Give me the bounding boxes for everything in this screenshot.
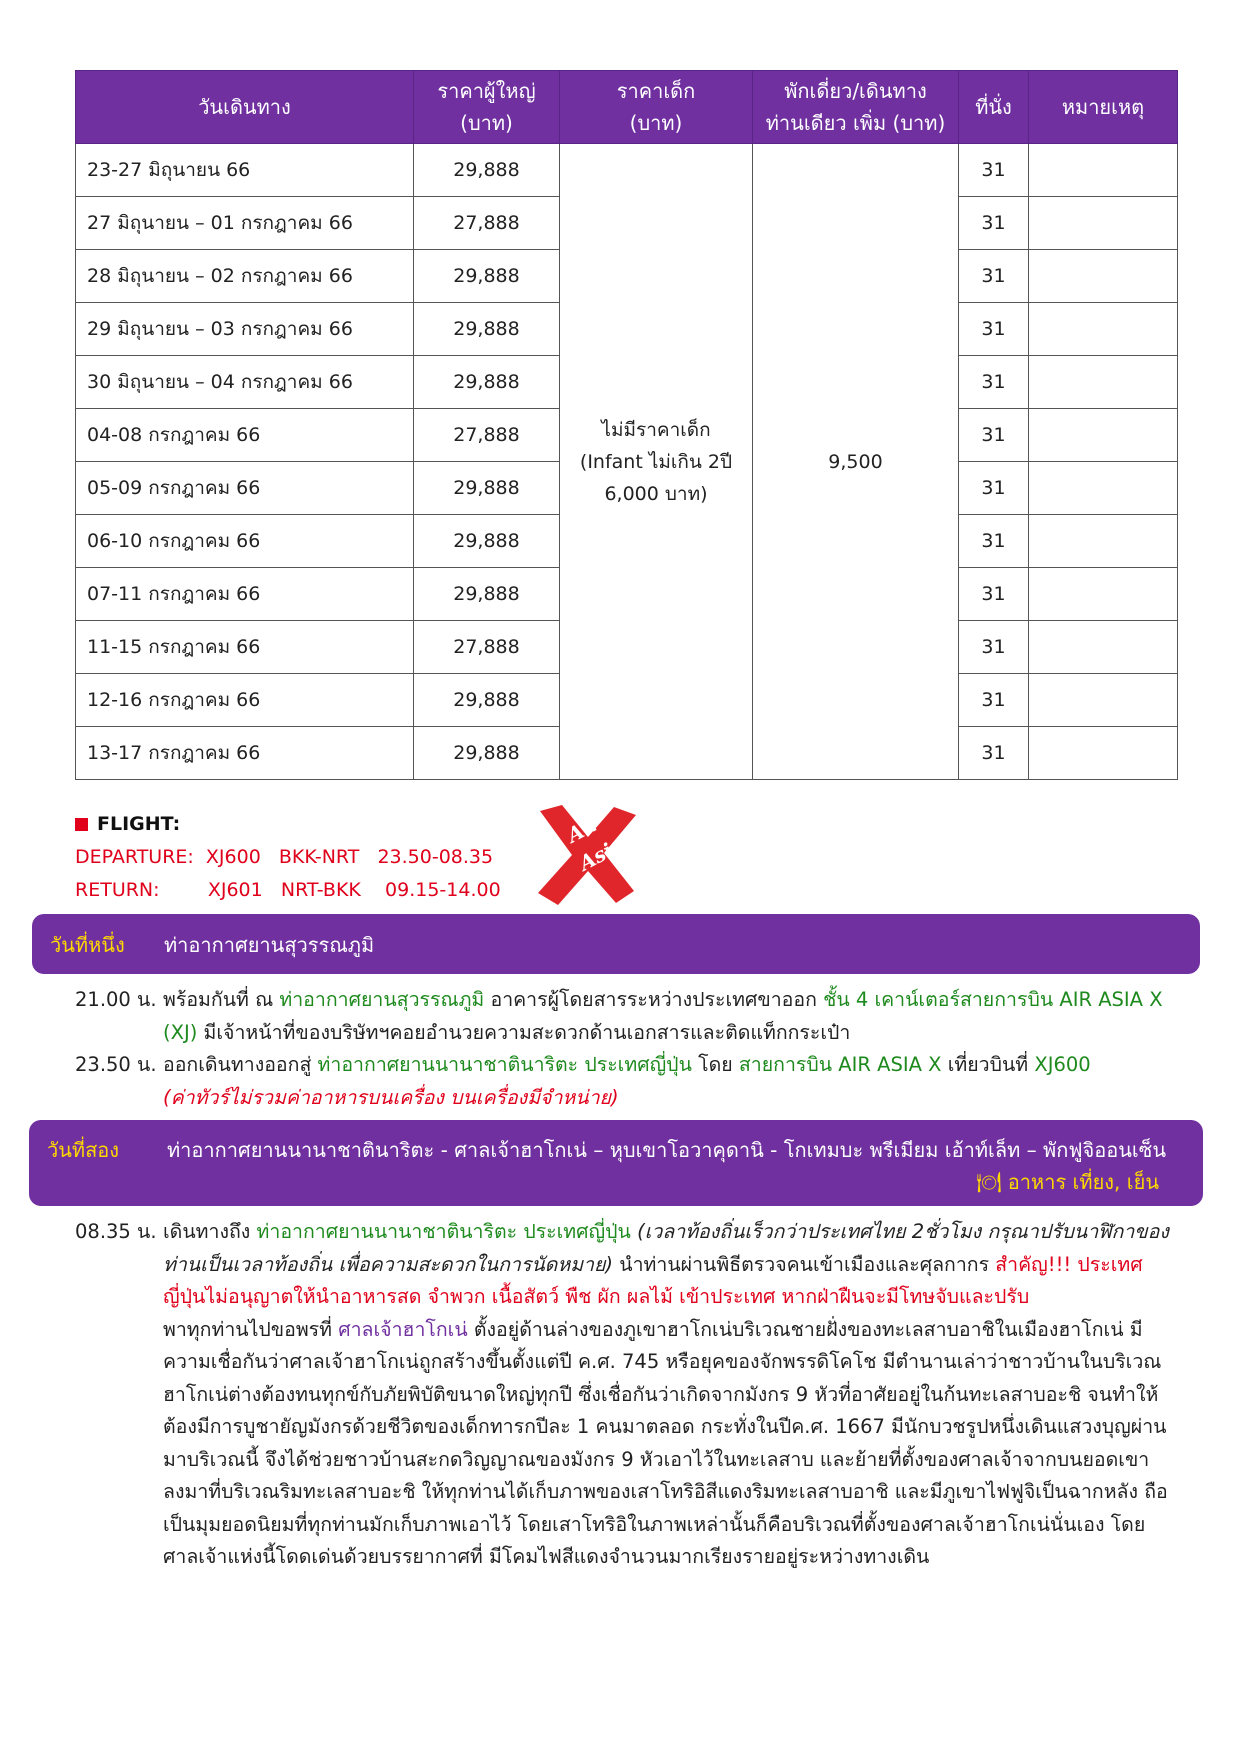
header-child-price: ราคาเด็ก (บาท): [560, 71, 753, 144]
cell-travel-date: 29 มิถุนายน – 03 กรกฎาคม 66: [76, 303, 414, 356]
text-segment: (เวลาท้องถิ่นเร็วกว่าประเทศไทย 2ชั่วโมง กรุณาปรับนาฬิกาของท่านเป็นเวลาท้องถิ่น เพื่อความสะดวกในการนัดหมาย): [163, 1220, 1169, 1276]
cell-adult-price: 29,888: [414, 303, 560, 356]
cell-travel-date: 13-17 กรกฎาคม 66: [76, 727, 414, 780]
day2-label: วันที่สอง: [47, 1138, 120, 1162]
day2-meal: [976, 1166, 1159, 1198]
cell-travel-date: 23-27 มิถุนายน 66: [76, 144, 414, 197]
flight-info: [75, 808, 501, 907]
header-remarks: หมายเหตุ: [1029, 71, 1178, 144]
text-segment: โดย: [691, 1053, 739, 1076]
cell-remarks: [1029, 621, 1178, 674]
cell-adult-price: 27,888: [414, 621, 560, 674]
cell-seats: 31: [959, 515, 1029, 568]
header-travel-date: วันเดินทาง: [76, 71, 414, 144]
text-segment: ตั้งอยู่ด้านล่างของภูเขาฮาโกเน่บริเวณชายฝั่งของทะเลสาบอาชิในเมืองฮาโกเน่ มีความเชื่อกันว่าศาลเจ้าฮาโกเน่ถูกสร้างขึ้นตั้งแต่ปี ค.ศ. 745 หรือยุคของจักพรรดิโคโช มีตำนานเล่าว่าชาวบ้านในบริเวณฮาโกเน่ต่างต้องทนทุกข์กับภัยพิบัติขนาดใหญ่ทุกปี ซึ่งเชื่อกันว่าเกิดจากมังกร 9 หัวที่อาศัยอยู่ในก้นทะเลสาบอะชิ จนทำให้ต้องมีการบูชายัญมังกรด้วยชีวิตของเด็กทารกปีละ 1 คนมาตลอด กระทั่งในปีค.ศ. 1667 มีนักบวชรูปหนึ่งเดินแสวงบุญผ่านมาบริเวณนี้ จึงได้ช่วยชาวบ้านสะกดวิญญาณของมังกร 9 หัวเอาไว้ในทะเลสาบ และย้ายที่ตั้งของศาลเจ้าจากบนยอดเขา ลงมาที่บริเวณริมทะเลสาบอะชิ ให้ทุกท่านได้เก็บภาพของเสาโทริอิสีแดงริมทะเลสาบอาชิ และมีภูเขาไฟฟูจิเป็นฉากหลัง ถือเป็นมุมยอดนิยมที่ทุกท่านมักเก็บภาพเอาไว้ โดยเสาโทริอิในภาพเหล่านั้นก็คือบริเวณที่ตั้งของศาลเจ้าฮาโกเน่นั่นเอง โดยศาลเจ้าแห่งนี้โดดเด่นด้วยบรรยากาศที่ มีโคมไฟสีแดงจำนวนมากเรียงรายอยู่ระหว่างทางเดิน: [163, 1317, 1168, 1568]
cell-remarks: [1029, 144, 1178, 197]
cell-remarks: [1029, 409, 1178, 462]
meal-icon: 🍽: [976, 1170, 1002, 1194]
cell-travel-date: 07-11 กรกฎาคม 66: [76, 568, 414, 621]
flight-departure: DEPARTURE: XJ600 BKK-NRT 23.50-08.35: [75, 846, 494, 868]
text-segment: นำท่านผ่านพิธีตรวจคนเข้าเมืองและศุลกากร: [613, 1252, 996, 1276]
cell-travel-date: 11-15 กรกฎาคม 66: [76, 621, 414, 674]
cell-remarks: [1029, 197, 1178, 250]
cell-adult-price: 29,888: [414, 356, 560, 409]
text-segment: สำคัญ!!! ประเทศญี่ปุ่นไม่อนุญาตให้นำอาหารสด จำพวก เนื้อสัตว์ พืช ผัก ผลไม้ เข้าประเทศ หากฝ่าฝืนจะมีโทษจับและปรับ: [163, 1252, 1143, 1308]
entry-time: 23.50 น.: [75, 1053, 157, 1076]
cell-adult-price: 27,888: [414, 409, 560, 462]
flight-title-text: FLIGHT:: [97, 813, 181, 835]
text-segment: อาคารผู้โดยสารระหว่างประเทศขาออก: [484, 988, 824, 1011]
cell-adult-price: 29,888: [414, 568, 560, 621]
text-segment: พร้อมกันที่ ณ: [163, 988, 280, 1011]
text-segment: ท่าอากาศยานนานาชาตินาริตะ ประเทศญี่ปุ่น: [256, 1220, 631, 1243]
cell-travel-date: 05-09 กรกฎาคม 66: [76, 462, 414, 515]
cell-adult-price: 29,888: [414, 674, 560, 727]
cell-remarks: [1029, 303, 1178, 356]
cell-seats: 31: [959, 250, 1029, 303]
text-segment: สายการบิน AIR ASIA X: [738, 1053, 942, 1076]
cell-adult-price: 29,888: [414, 144, 560, 197]
cell-travel-date: 12-16 กรกฎาคม 66: [76, 674, 414, 727]
cell-child-price: [560, 144, 753, 780]
airasia-x-logo: [532, 803, 642, 907]
table-row: [76, 144, 1178, 197]
text-segment: (ค่าทัวร์ไม่รวมค่าอาหารบนเครื่อง บนเครื่องมีจำหน่าย): [163, 1085, 619, 1109]
entry-time: 08.35 น.: [75, 1220, 157, 1243]
text-segment: พาทุกท่านไปขอพรที่: [163, 1317, 339, 1341]
cell-remarks: [1029, 515, 1178, 568]
day1-entry-1: [75, 984, 1175, 1049]
cell-remarks: [1029, 356, 1178, 409]
text-segment: XJ600: [1034, 1053, 1091, 1076]
day1-title: ท่าอากาศยานสุวรรณภูมิ: [164, 933, 375, 957]
entry-time: 21.00 น.: [75, 988, 157, 1011]
cell-adult-price: 27,888: [414, 197, 560, 250]
flight-title: [75, 808, 501, 841]
cell-travel-date: 28 มิถุนายน – 02 กรกฎาคม 66: [76, 250, 414, 303]
text-segment: เที่ยวบินที่: [941, 1053, 1035, 1076]
entry-text: [163, 1049, 1175, 1114]
cell-seats: 31: [959, 144, 1029, 197]
cell-remarks: [1029, 462, 1178, 515]
bullet-square-icon: [75, 818, 88, 831]
table-header-row: [76, 71, 1178, 144]
day2-entry-1: [75, 1216, 1175, 1574]
day1-header-bar: [32, 914, 1200, 974]
text-segment: มีเจ้าหน้าที่ของบริษัทฯคอยอำนวยความสะดวกด้านเอกสารและติดแท็กกระเป๋า: [197, 1020, 851, 1044]
text-segment: ท่าอากาศยานนานาชาตินาริตะ ประเทศญี่ปุ่น: [317, 1053, 692, 1076]
cell-adult-price: 29,888: [414, 250, 560, 303]
cell-remarks: [1029, 727, 1178, 780]
header-adult-price: ราคาผู้ใหญ่ (บาท): [414, 71, 560, 144]
cell-seats: 31: [959, 462, 1029, 515]
cell-travel-date: 04-08 กรกฎาคม 66: [76, 409, 414, 462]
cell-seats: 31: [959, 674, 1029, 727]
cell-travel-date: 27 มิถุนายน – 01 กรกฎาคม 66: [76, 197, 414, 250]
day2-header-bar: [29, 1120, 1203, 1206]
cell-seats: 31: [959, 303, 1029, 356]
logo-word-air: Air: [563, 810, 605, 848]
text-segment: ชั้น 4 เคาน์เตอร์สายการบิน AIR ASIA X (XJ): [163, 988, 1163, 1044]
entry-text: [163, 1216, 1175, 1574]
child-price-line: 6,000 บาท): [604, 482, 708, 505]
cell-seats: 31: [959, 727, 1029, 780]
day2-meal-text: อาหาร เที่ยง, เย็น: [1007, 1170, 1159, 1194]
cell-adult-price: 29,888: [414, 727, 560, 780]
header-single-supplement: พักเดี่ยว/เดินทาง ท่านเดียว เพิ่ม (บาท): [753, 71, 959, 144]
cell-seats: 31: [959, 356, 1029, 409]
cell-seats: 31: [959, 568, 1029, 621]
cell-remarks: [1029, 674, 1178, 727]
flight-return: RETURN: XJ601 NRT-BKK 09.15-14.00: [75, 879, 501, 901]
cell-seats: 31: [959, 197, 1029, 250]
text-segment: ออกเดินทางออกสู่: [163, 1053, 318, 1076]
logo-word-asia: Asia: [575, 831, 629, 876]
cell-seats: 31: [959, 621, 1029, 674]
text-segment: ท่าอากาศยานสุวรรณภูมิ: [279, 988, 485, 1011]
day2-title: ท่าอากาศยานนานาชาตินาริตะ - ศาลเจ้าฮาโกเน่ – หุบเขาโอวาคุดานิ - โกเทมบะ พรีเมียม เอ้าท์เล็ท – พักฟูจิออนเซ็น: [167, 1138, 1166, 1162]
text-segment: ศาลเจ้าฮาโกเน่: [338, 1317, 468, 1341]
cell-remarks: [1029, 250, 1178, 303]
child-price-line: (Infant ไม่เกิน 2ปี: [579, 450, 733, 473]
day1-label: วันที่หนึ่ง: [50, 933, 125, 957]
cell-seats: 31: [959, 409, 1029, 462]
price-table: [75, 70, 1178, 780]
entry-text: [163, 984, 1175, 1049]
header-seats: ที่นั่ง: [959, 71, 1029, 144]
cell-remarks: [1029, 568, 1178, 621]
text-segment: เดินทางถึง: [163, 1220, 257, 1243]
cell-adult-price: 29,888: [414, 515, 560, 568]
child-price-line: ไม่มีราคาเด็ก: [601, 418, 711, 441]
cell-adult-price: 29,888: [414, 462, 560, 515]
cell-travel-date: 06-10 กรกฎาคม 66: [76, 515, 414, 568]
cell-travel-date: 30 มิถุนายน – 04 กรกฎาคม 66: [76, 356, 414, 409]
cell-single-supplement: 9,500: [753, 144, 959, 780]
day1-entry-2: [75, 1049, 1175, 1114]
